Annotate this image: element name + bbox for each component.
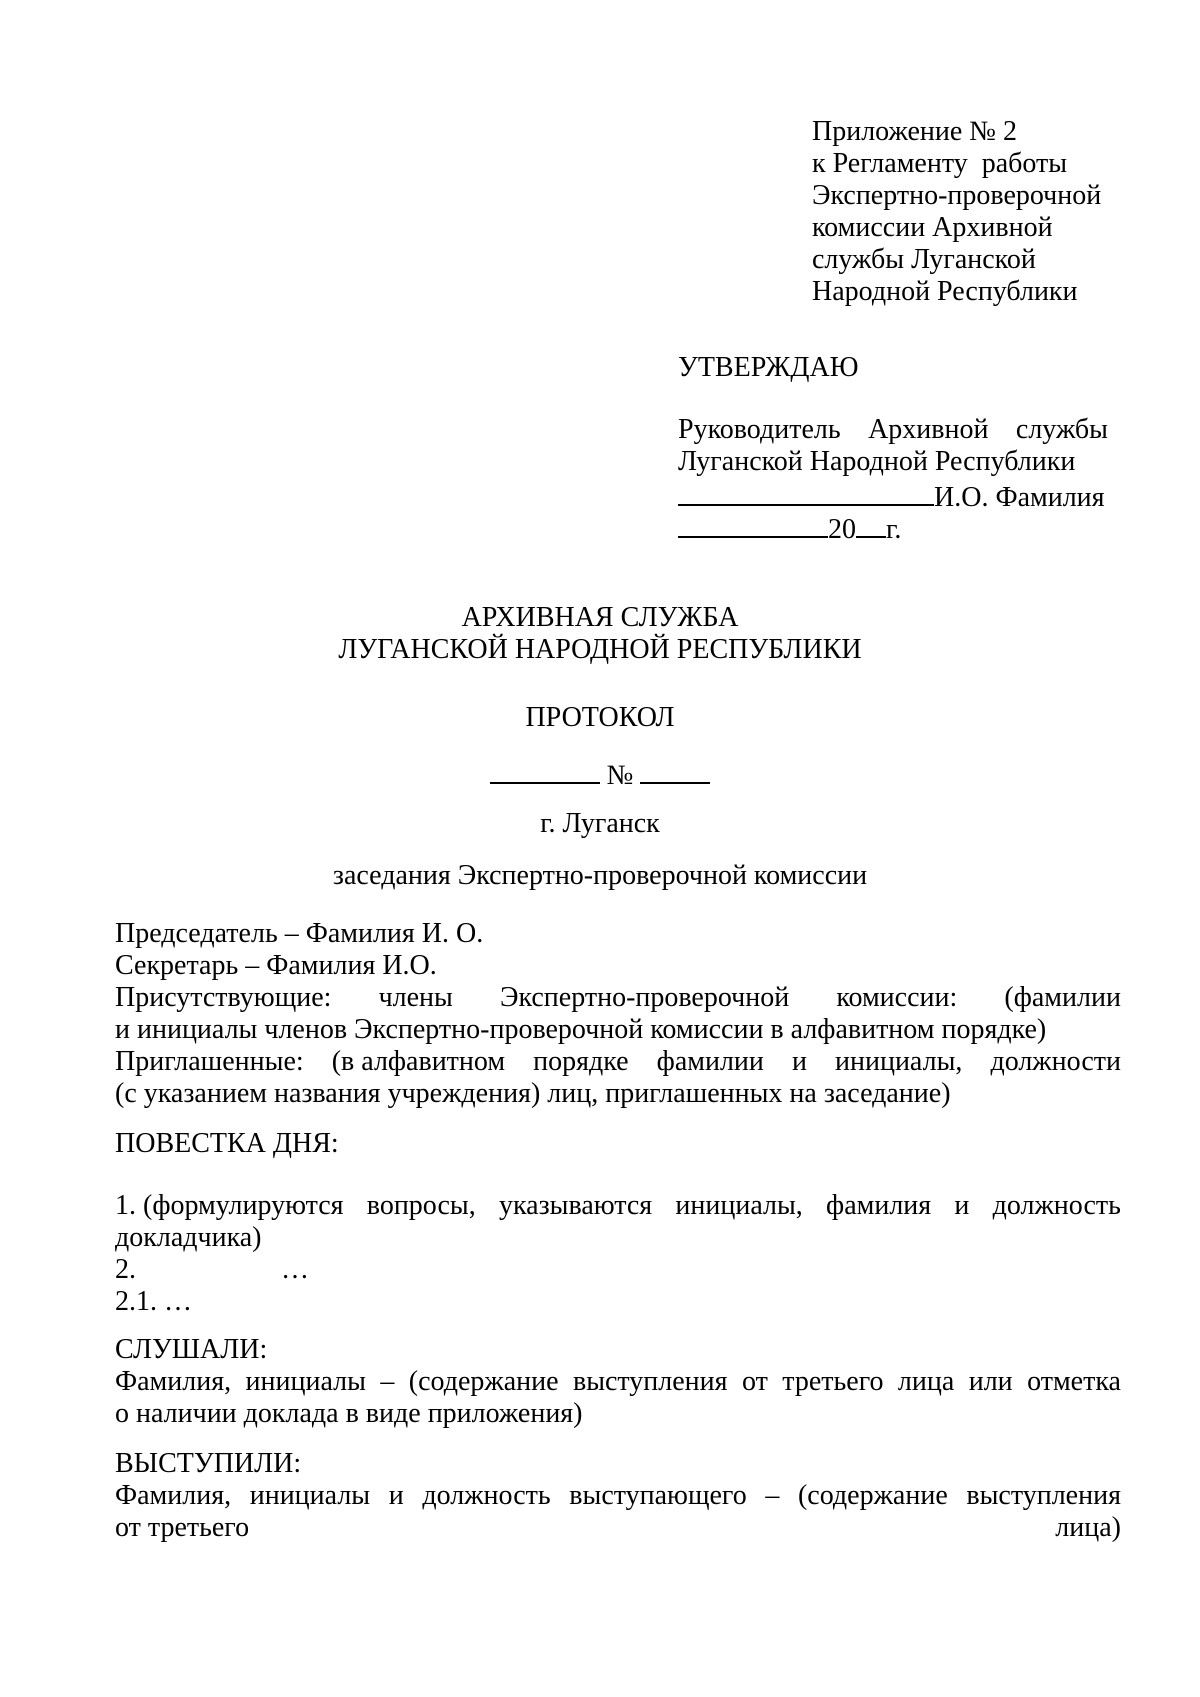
- city-text: г. Луганск: [540, 808, 660, 839]
- org-header: [0, 602, 1200, 666]
- heard-word: отметка: [1027, 1366, 1121, 1397]
- spoke-word: Фамилия,: [115, 1480, 232, 1511]
- heard-heading: СЛУШАЛИ:: [115, 1334, 268, 1365]
- protocol-city: [0, 808, 1200, 840]
- present-word: члены: [378, 982, 453, 1013]
- present-word: комиссии:: [836, 982, 958, 1013]
- signature-blank: [678, 478, 934, 506]
- agenda-item-2-number: 2.: [115, 1254, 136, 1285]
- heard-word: или: [968, 1366, 1013, 1397]
- invited-word: порядке: [533, 1046, 629, 1077]
- approval-org-line: Луганской Народной Республики: [678, 446, 1076, 477]
- heard-block: [115, 1334, 1121, 1430]
- appendix-block: [812, 116, 1101, 308]
- agenda-word: фамилия: [826, 1190, 932, 1221]
- invited-word: и: [791, 1046, 807, 1077]
- agenda-item-2-text: …: [281, 1254, 309, 1285]
- heard-word: от: [741, 1366, 768, 1397]
- spoke-line-2: [115, 1512, 1121, 1544]
- date-line: [678, 510, 1108, 545]
- heard-word: выступления: [572, 1366, 728, 1397]
- appendix-line: Экспертно-проверочной: [812, 180, 1102, 211]
- present-line-1: [115, 982, 1121, 1014]
- present-word: Присутствующие:: [115, 982, 332, 1013]
- approval-heading: УТВЕРЖДАЮ: [678, 352, 859, 383]
- present-word: Экспертно-проверочной: [499, 982, 790, 1013]
- appendix-line: Приложение № 2: [812, 116, 1017, 147]
- heard-line-2: о наличии доклада в виде приложения): [115, 1398, 583, 1429]
- invited-line-2: (с указанием названия учреждения) лиц, приглашенных на заседание): [115, 1078, 951, 1109]
- heard-word: инициалы: [245, 1366, 366, 1397]
- spoke-word: –: [765, 1480, 780, 1511]
- heard-line-1: [115, 1366, 1121, 1398]
- appendix-line: службы Луганской: [812, 244, 1036, 275]
- agenda-block: [115, 1128, 1121, 1318]
- protocol-date-blank: [490, 756, 600, 784]
- chairman-line: Председатель – Фамилия И. О.: [115, 918, 484, 949]
- agenda-heading: ПОВЕСТКА ДНЯ:: [115, 1128, 339, 1159]
- protocol-title-text: ПРОТОКОЛ: [525, 702, 675, 733]
- spoke-word: и: [388, 1480, 404, 1511]
- spoke-word: (содержание: [797, 1480, 948, 1511]
- agenda-word: 1. (формулируются: [115, 1190, 344, 1221]
- present-word: (фамилии: [1004, 982, 1121, 1013]
- year-blank: [856, 510, 886, 538]
- approval-word: службы: [1015, 414, 1108, 445]
- appendix-line: к Регламенту работы: [812, 148, 1068, 179]
- spoke-block: [115, 1448, 1121, 1544]
- spoke-heading: ВЫСТУПИЛИ:: [115, 1448, 302, 1479]
- agenda-word: должность: [992, 1190, 1121, 1221]
- invited-word: фамилии: [656, 1046, 764, 1077]
- spoke-line-2-right: лица): [1055, 1512, 1121, 1543]
- agenda-item-1-line-2: докладчика): [115, 1222, 262, 1253]
- spoke-word: инициалы: [249, 1480, 371, 1511]
- heard-word: (содержание: [408, 1366, 559, 1397]
- agenda-word: и: [954, 1190, 970, 1221]
- invited-word: (в алфавитном: [331, 1046, 506, 1077]
- subject-text: заседания Экспертно-проверочной комиссии: [332, 860, 868, 891]
- approval-word: Архивной: [868, 414, 989, 445]
- heard-word: Фамилия,: [115, 1366, 232, 1397]
- present-line-2: и инициалы членов Экспертно-проверочной комиссии в алфавитном порядке): [115, 1014, 1047, 1045]
- date-blank: [678, 510, 828, 538]
- spoke-word: выступления: [966, 1480, 1121, 1511]
- invited-line-1: [115, 1046, 1121, 1078]
- participants-block: [115, 918, 1121, 1110]
- spoke-word: выступающего: [569, 1480, 747, 1511]
- secretary-line: Секретарь – Фамилия И.О.: [115, 950, 437, 981]
- heard-word: лица: [897, 1366, 955, 1397]
- spoke-line-2-left: от третьего: [115, 1512, 250, 1543]
- appendix-line: Народной Республики: [812, 276, 1078, 307]
- protocol-number-line: [0, 756, 1200, 792]
- heard-word: –: [380, 1366, 395, 1397]
- approval-word: Руководитель: [678, 414, 841, 445]
- org-line-1: АРХИВНАЯ СЛУЖБА: [461, 602, 739, 633]
- protocol-subject: [0, 860, 1200, 892]
- invited-word: должности: [990, 1046, 1121, 1077]
- agenda-word: вопросы,: [366, 1190, 476, 1221]
- approval-block: [678, 352, 1108, 545]
- approval-position-line: [678, 414, 1108, 446]
- date-year-prefix: 20: [828, 514, 856, 545]
- spoke-word: должность: [422, 1480, 551, 1511]
- number-sign: №: [606, 760, 634, 791]
- agenda-word: указываются: [498, 1190, 653, 1221]
- agenda-item-2-1: 2.1. …: [115, 1286, 192, 1317]
- agenda-item-1-line-1: [115, 1190, 1121, 1222]
- heard-word: третьего: [782, 1366, 884, 1397]
- signature-line: [678, 478, 1108, 513]
- protocol-title: [0, 702, 1200, 734]
- date-suffix: г.: [886, 514, 902, 545]
- org-line-2: ЛУГАНСКОЙ НАРОДНОЙ РЕСПУБЛИКИ: [338, 634, 862, 665]
- invited-word: Приглашенные:: [115, 1046, 304, 1077]
- agenda-item-2: [115, 1254, 1121, 1286]
- invited-word: инициалы,: [835, 1046, 963, 1077]
- appendix-line: комиссии Архивной: [812, 212, 1053, 243]
- signature-name: И.О. Фамилия: [934, 482, 1105, 513]
- agenda-word: инициалы,: [675, 1190, 803, 1221]
- spoke-line-1: [115, 1480, 1121, 1512]
- protocol-number-blank: [640, 756, 710, 784]
